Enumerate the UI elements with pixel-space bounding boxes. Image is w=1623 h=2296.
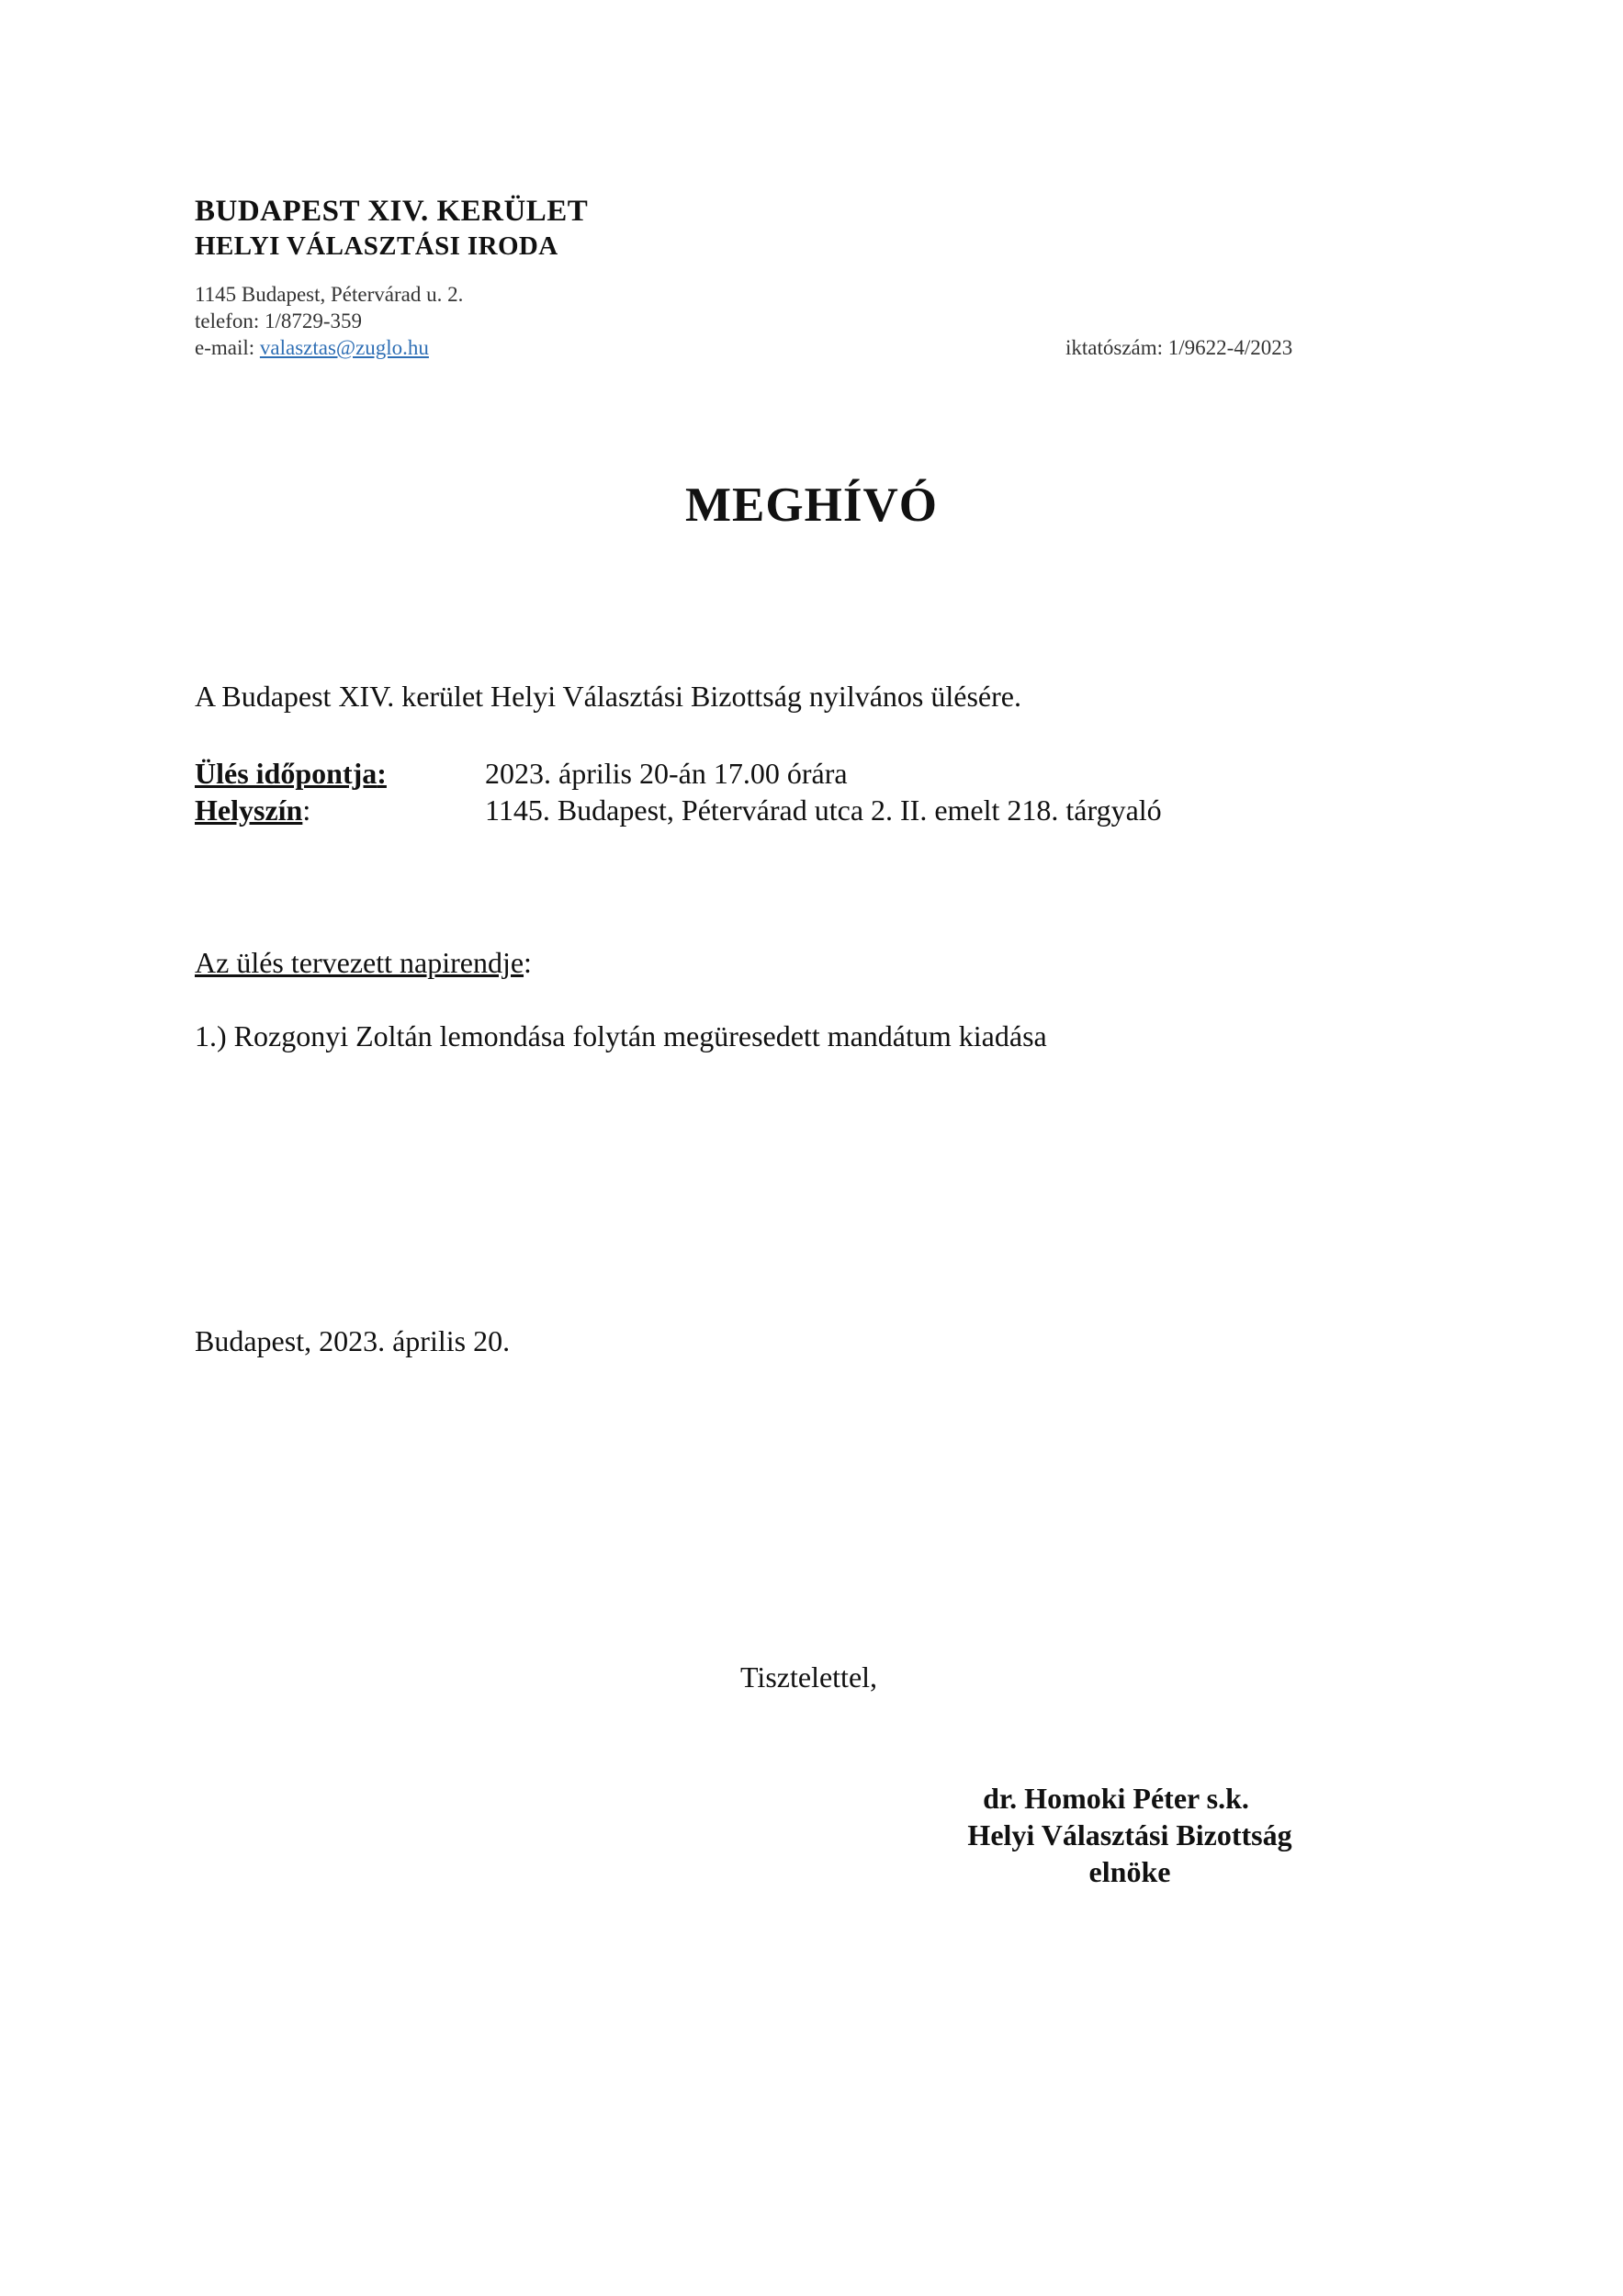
meeting-date-label-text: Ülés időpontja xyxy=(195,757,378,790)
meeting-place-label-colon: : xyxy=(302,793,311,827)
email-label: e-mail: xyxy=(195,336,260,359)
agenda-heading-text: Az ülés tervezett napirendje xyxy=(195,946,524,979)
invitation-intro: A Budapest XIV. kerület Helyi Választási Bizottság nyilvános ülésére. xyxy=(195,680,1021,713)
reference-number: iktatószám: 1/9622-4/2023 xyxy=(1065,336,1293,359)
meeting-place-label xyxy=(195,793,310,827)
agenda-heading-colon: : xyxy=(524,946,532,979)
office-address: 1145 Budapest, Pétervárad u. 2. xyxy=(195,283,464,306)
meeting-date-label xyxy=(195,757,387,791)
meeting-place-value: 1145. Budapest, Pétervárad utca 2. II. emelt 218. tárgyaló xyxy=(485,793,1162,827)
place-and-date: Budapest, 2023. április 20. xyxy=(195,1324,511,1357)
signatory-title: elnöke xyxy=(1088,1855,1171,1888)
agenda-heading xyxy=(195,946,532,980)
office-email-line xyxy=(195,336,429,360)
email-link[interactable]: valasztas@zuglo.hu xyxy=(259,336,429,359)
signatory-organization: Helyi Választási Bizottság xyxy=(967,1818,1292,1851)
meeting-place-label-text: Helyszín xyxy=(195,793,303,827)
signatory-name: dr. Homoki Péter s.k. xyxy=(983,1782,1249,1815)
meeting-date-label-colon: : xyxy=(377,757,387,790)
closing-salutation: Tisztelettel, xyxy=(740,1660,878,1694)
organization-name: BUDAPEST XIV. KERÜLET xyxy=(195,195,589,228)
office-phone: telefon: 1/8729-359 xyxy=(195,310,363,332)
meeting-date-value: 2023. április 20-án 17.00 órára xyxy=(485,757,848,790)
document-title: MEGHÍVÓ xyxy=(685,478,938,532)
office-name: HELYI VÁLASZTÁSI IRODA xyxy=(195,231,558,261)
agenda-item: 1.) Rozgonyi Zoltán lemondása folytán megüresedett mandátum kiadása xyxy=(195,1019,1047,1052)
